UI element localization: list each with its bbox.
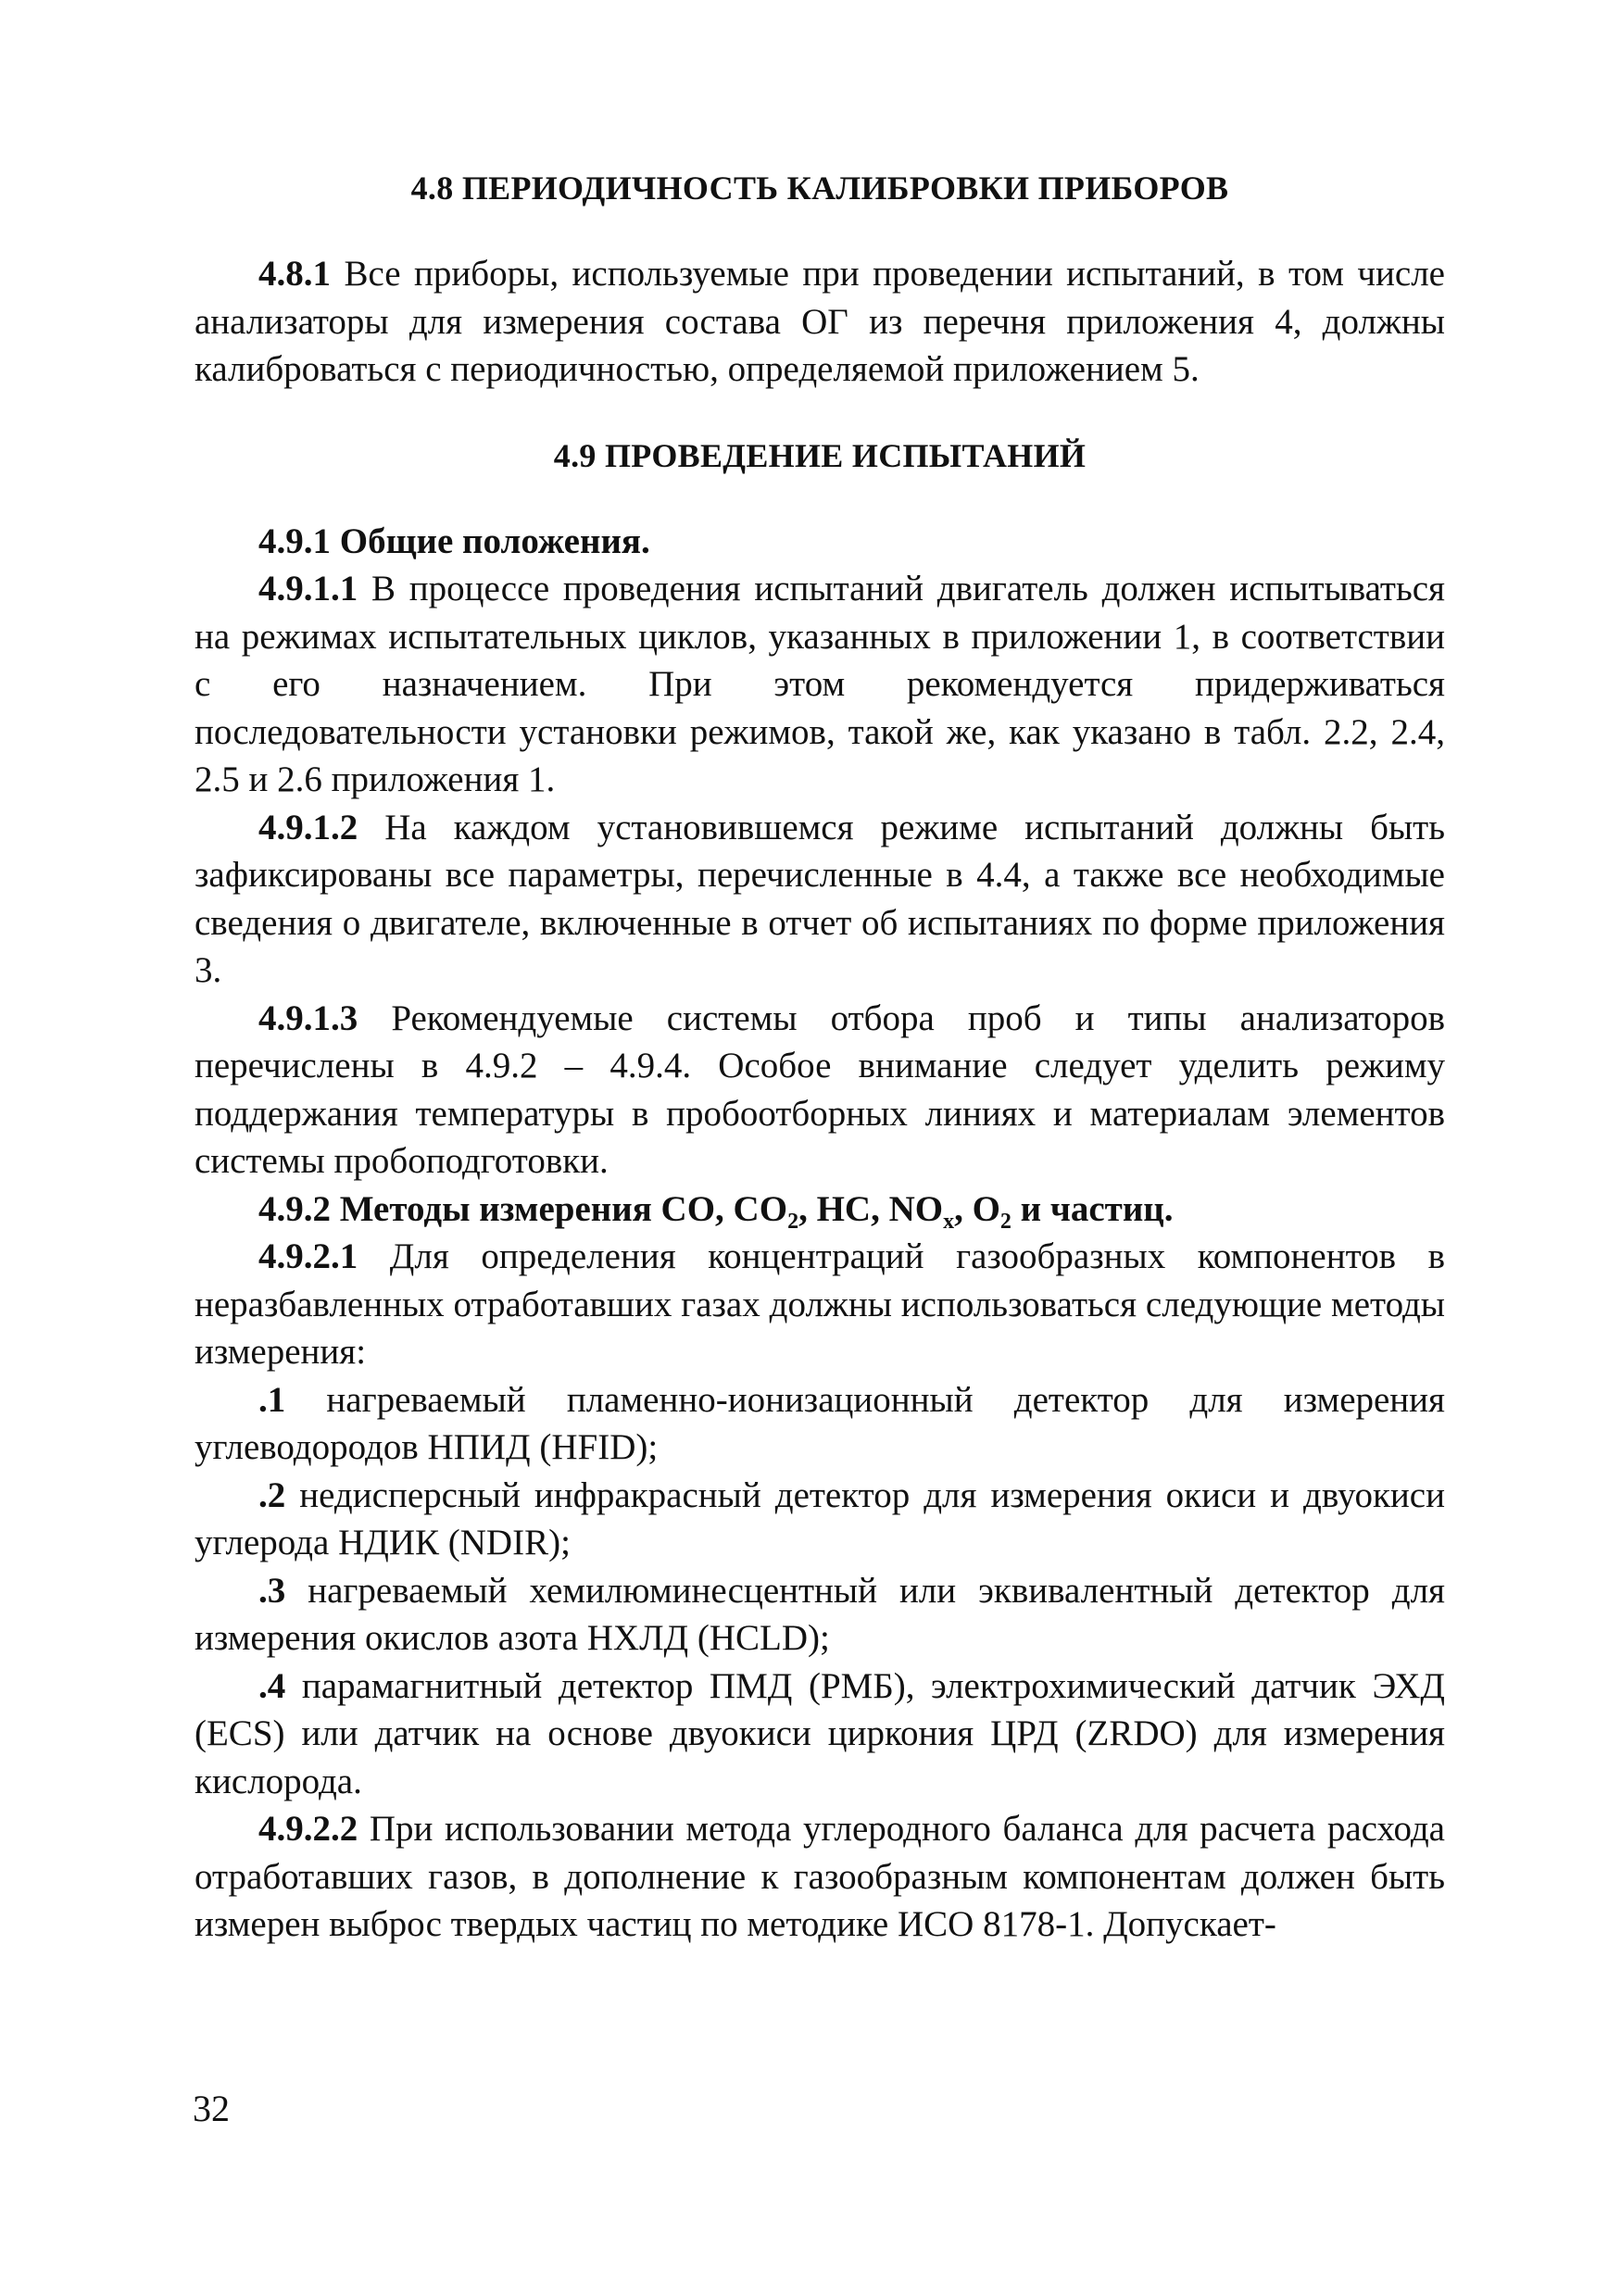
subscript: 2 <box>787 1209 799 1234</box>
section-heading-4-9: 4.9 ПРОВЕДЕНИЕ ИСПЫТАНИЙ <box>553 436 1087 474</box>
item-number: .1 <box>258 1379 286 1420</box>
subsection-heading-4-9-2 <box>195 1186 1445 1234</box>
item-number: .3 <box>258 1570 286 1611</box>
paragraph-4-9-1-2 <box>195 804 1445 995</box>
subscript: 2 <box>999 1209 1012 1234</box>
list-item-4 <box>195 1662 1445 1806</box>
heading-part: 4.9.2 Методы измерения СО, СО <box>258 1188 788 1229</box>
clause-text: Для определения концентраций газообразных компонентов в неразбавленных отработавших газах должны использоваться следующие методы измерения: <box>195 1236 1445 1372</box>
list-item-2 <box>195 1472 1445 1567</box>
heading-part: и частиц. <box>1011 1188 1174 1229</box>
item-text: недисперсный инфракрасный детектор для измерения окиси и двуокиси углерода НДИК (NDIR); <box>195 1474 1445 1562</box>
item-number: .4 <box>258 1665 286 1706</box>
subscript: x <box>943 1209 955 1234</box>
clause-text: Все приборы, используемые при проведении испытаний, в том числе анализаторы для измерения состава ОГ из перечня приложения 4, должны калиброваться с периодичностью, определяемой приложением 5. <box>195 254 1445 389</box>
clause-number: 4.9.1.1 <box>258 569 358 609</box>
clause-number: 4.8.1 <box>258 254 331 294</box>
item-text: нагреваемый хемилюминесцентный или эквивалентный детектор для измерения окислов азота НХЛД (HCLD); <box>195 1570 1445 1658</box>
clause-text: В процессе проведения испытаний двигатель должен испытываться на режимах испытательных циклов, указанных в приложении 1, в соответствии с его назначением. При этом рекомендуется придерживаться последовательности установки режимов, такой же, как указано в табл. 2.2, 2.4, 2.5 и 2.6 приложения 1. <box>195 569 1445 799</box>
paragraph-4-9-1-1 <box>195 565 1445 804</box>
clause-number: 4.9.2.1 <box>258 1236 358 1276</box>
subsection-heading-4-9-1: 4.9.1 Общие положения. <box>258 521 650 561</box>
item-text: парамагнитный детектор ПМД (РМБ), электрохимический датчик ЭХД (ECS) или датчик на основе двуокиси циркония ЦРД (ZRDO) для измерения кислорода. <box>195 1665 1445 1801</box>
clause-text: При использовании метода углеродного баланса для расчета расхода отработавших газов, в дополнение к газообразным компонентам должен быть измерен выброс твердых частиц по методике ИСО 8178-1. Допускает- <box>195 1809 1445 1944</box>
list-item-3 <box>195 1567 1445 1662</box>
heading-part: , O <box>954 1188 1000 1229</box>
clause-text: На каждом установившемся режиме испытаний должны быть зафиксированы все параметры, перечисленные в 4.4, а также все необходимые сведения о двигателе, включенные в отчет об испытаниях по форме приложения 3. <box>195 807 1445 990</box>
paragraph-4-9-2-2 <box>195 1805 1445 1949</box>
clause-number: 4.9.1.2 <box>258 807 358 847</box>
clause-number: 4.9.2.2 <box>258 1809 358 1849</box>
clause-text: Рекомендуемые системы отбора проб и типы анализаторов перечислены в 4.9.2 – 4.9.4. Особое внимание следует уделить режиму поддержания температуры в пробоотборных линиях и материалам элементов системы пробоподготовки. <box>195 997 1445 1181</box>
clause-number: 4.9.1.3 <box>258 997 358 1038</box>
list-item-1 <box>195 1376 1445 1472</box>
document-page <box>195 165 1445 1949</box>
paragraph-4-9-1-3 <box>195 995 1445 1186</box>
heading-part: , НС, NO <box>798 1188 944 1229</box>
item-text: нагреваемый пламенно-ионизационный детектор для измерения углеводородов НПИД (HFID); <box>195 1379 1445 1467</box>
page-number: 32 <box>193 2088 230 2129</box>
section-heading-4-8: 4.8 ПЕРИОДИЧНОСТЬ КАЛИБРОВКИ ПРИБОРОВ <box>410 169 1229 207</box>
item-number: .2 <box>258 1474 286 1515</box>
paragraph-4-8-1 <box>195 250 1445 394</box>
paragraph-4-9-2-1 <box>195 1233 1445 1376</box>
